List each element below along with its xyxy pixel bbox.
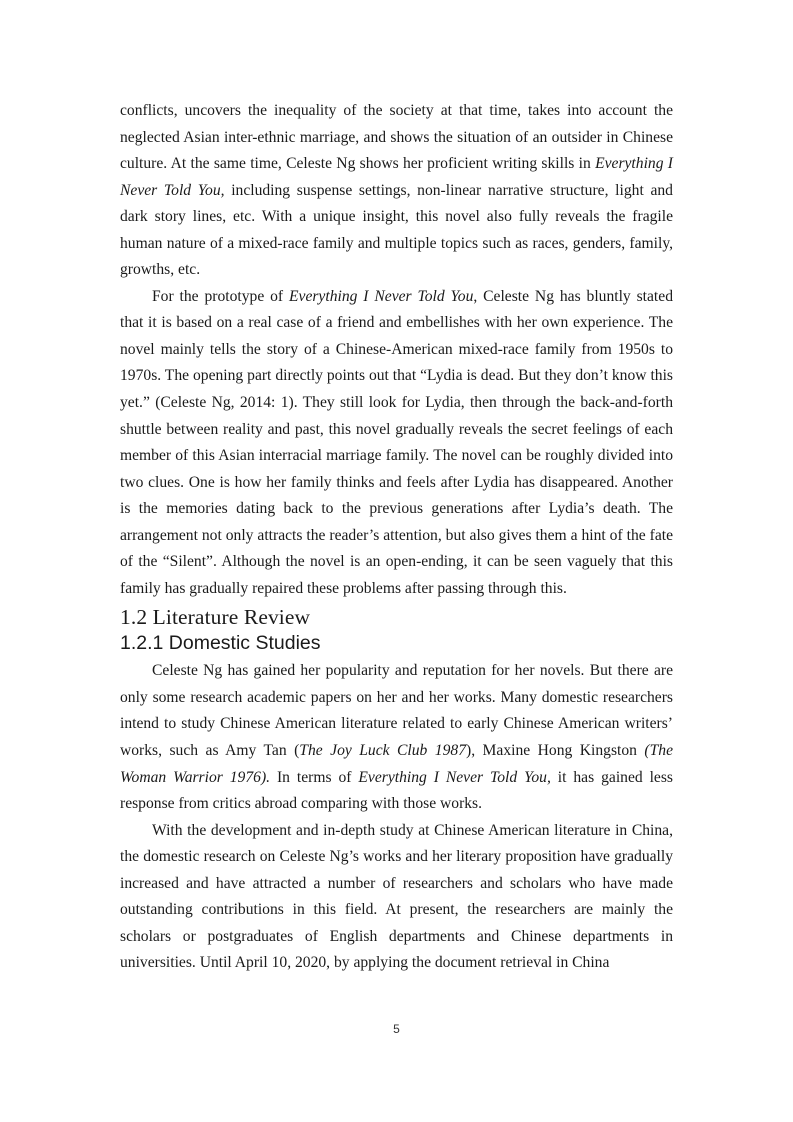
subsection-heading: 1.2.1 Domestic Studies [120, 632, 321, 655]
text-run: In terms of [270, 768, 359, 786]
document-body [120, 98, 673, 977]
text-run: ), Maxine Hong Kingston [466, 742, 645, 760]
page-number: 5 [393, 1022, 400, 1036]
book-title: The Joy Luck Club 1987 [299, 742, 466, 760]
book-title: Everything I Never Told You, [120, 155, 673, 199]
book-title: Everything I Never Told You [289, 287, 474, 305]
paragraph [120, 284, 673, 603]
text-run: conflicts, uncovers the inequality of the society at that time, takes into account the neglected Asian inter-ethnic marriage, and shows the situation of an outsider in Chinese culture. At the same time, Celeste Ng shows her proficient writing skills in [120, 102, 673, 173]
text-run: With the development and in-depth study at Chinese American literature in China, the domestic research on Celeste Ng’s works and her literary proposition have gradually increased and have attracted a number of researchers and scholars who have made outstanding contributions in this field. At present, the researchers are mainly the scholars or postgraduates of English departments and Chinese departments in universities. Until April 10, 2020, by applying the document retrieval in China [120, 821, 673, 972]
paragraph [120, 98, 673, 284]
text-run: , Celeste Ng has bluntly stated that it is based on a real case of a friend and embellishes with her own experience. The novel mainly tells the story of a Chinese-American mixed-race family from 1950s to 1970s. The opening part directly points out that “Lydia is dead. But they don’t know this yet.” (Celeste Ng, 2014: 1). They still look for Lydia, then through the back-and-forth shuttle between reality and past, this novel gradually reveals the secret feelings of each member of this Asian interracial marriage family. The novel can be roughly divided into two clues. One is how her family thinks and feels after Lydia has disappeared. Another is the memories dating back to the previous generations after Lydia’s death. The arrangement not only attracts the reader’s attention, but also gives them a hint of the fate of the “Silent”. Although the novel is an open-ending, it can be seen vaguely that this family has gradually repaired these problems after passing through this. [120, 287, 673, 597]
text-run: Celeste Ng has gained her popularity and reputation for her novels. But there are only some research academic papers on her and her works. Many domestic researchers intend to study Chinese American literature related to early Chinese American writers’ works, such as Amy Tan ( [120, 662, 673, 760]
text-run: including suspense settings, non-linear narrative structure, light and dark story lines, etc. With a unique insight, this novel also fully reveals the fragile human nature of a mixed-race family and multiple topics such as races, genders, family, growths, etc. [120, 181, 673, 279]
book-title: Everything I Never Told You, [358, 768, 551, 786]
section-heading: 1.2 Literature Review [120, 605, 311, 630]
paragraph [120, 818, 673, 977]
text-run: it has gained less response from critics abroad comparing with those works. [120, 768, 673, 813]
paragraph [120, 658, 673, 817]
text-run: For the prototype of [152, 287, 289, 305]
book-title: (The Woman Warrior 1976). [120, 742, 673, 786]
